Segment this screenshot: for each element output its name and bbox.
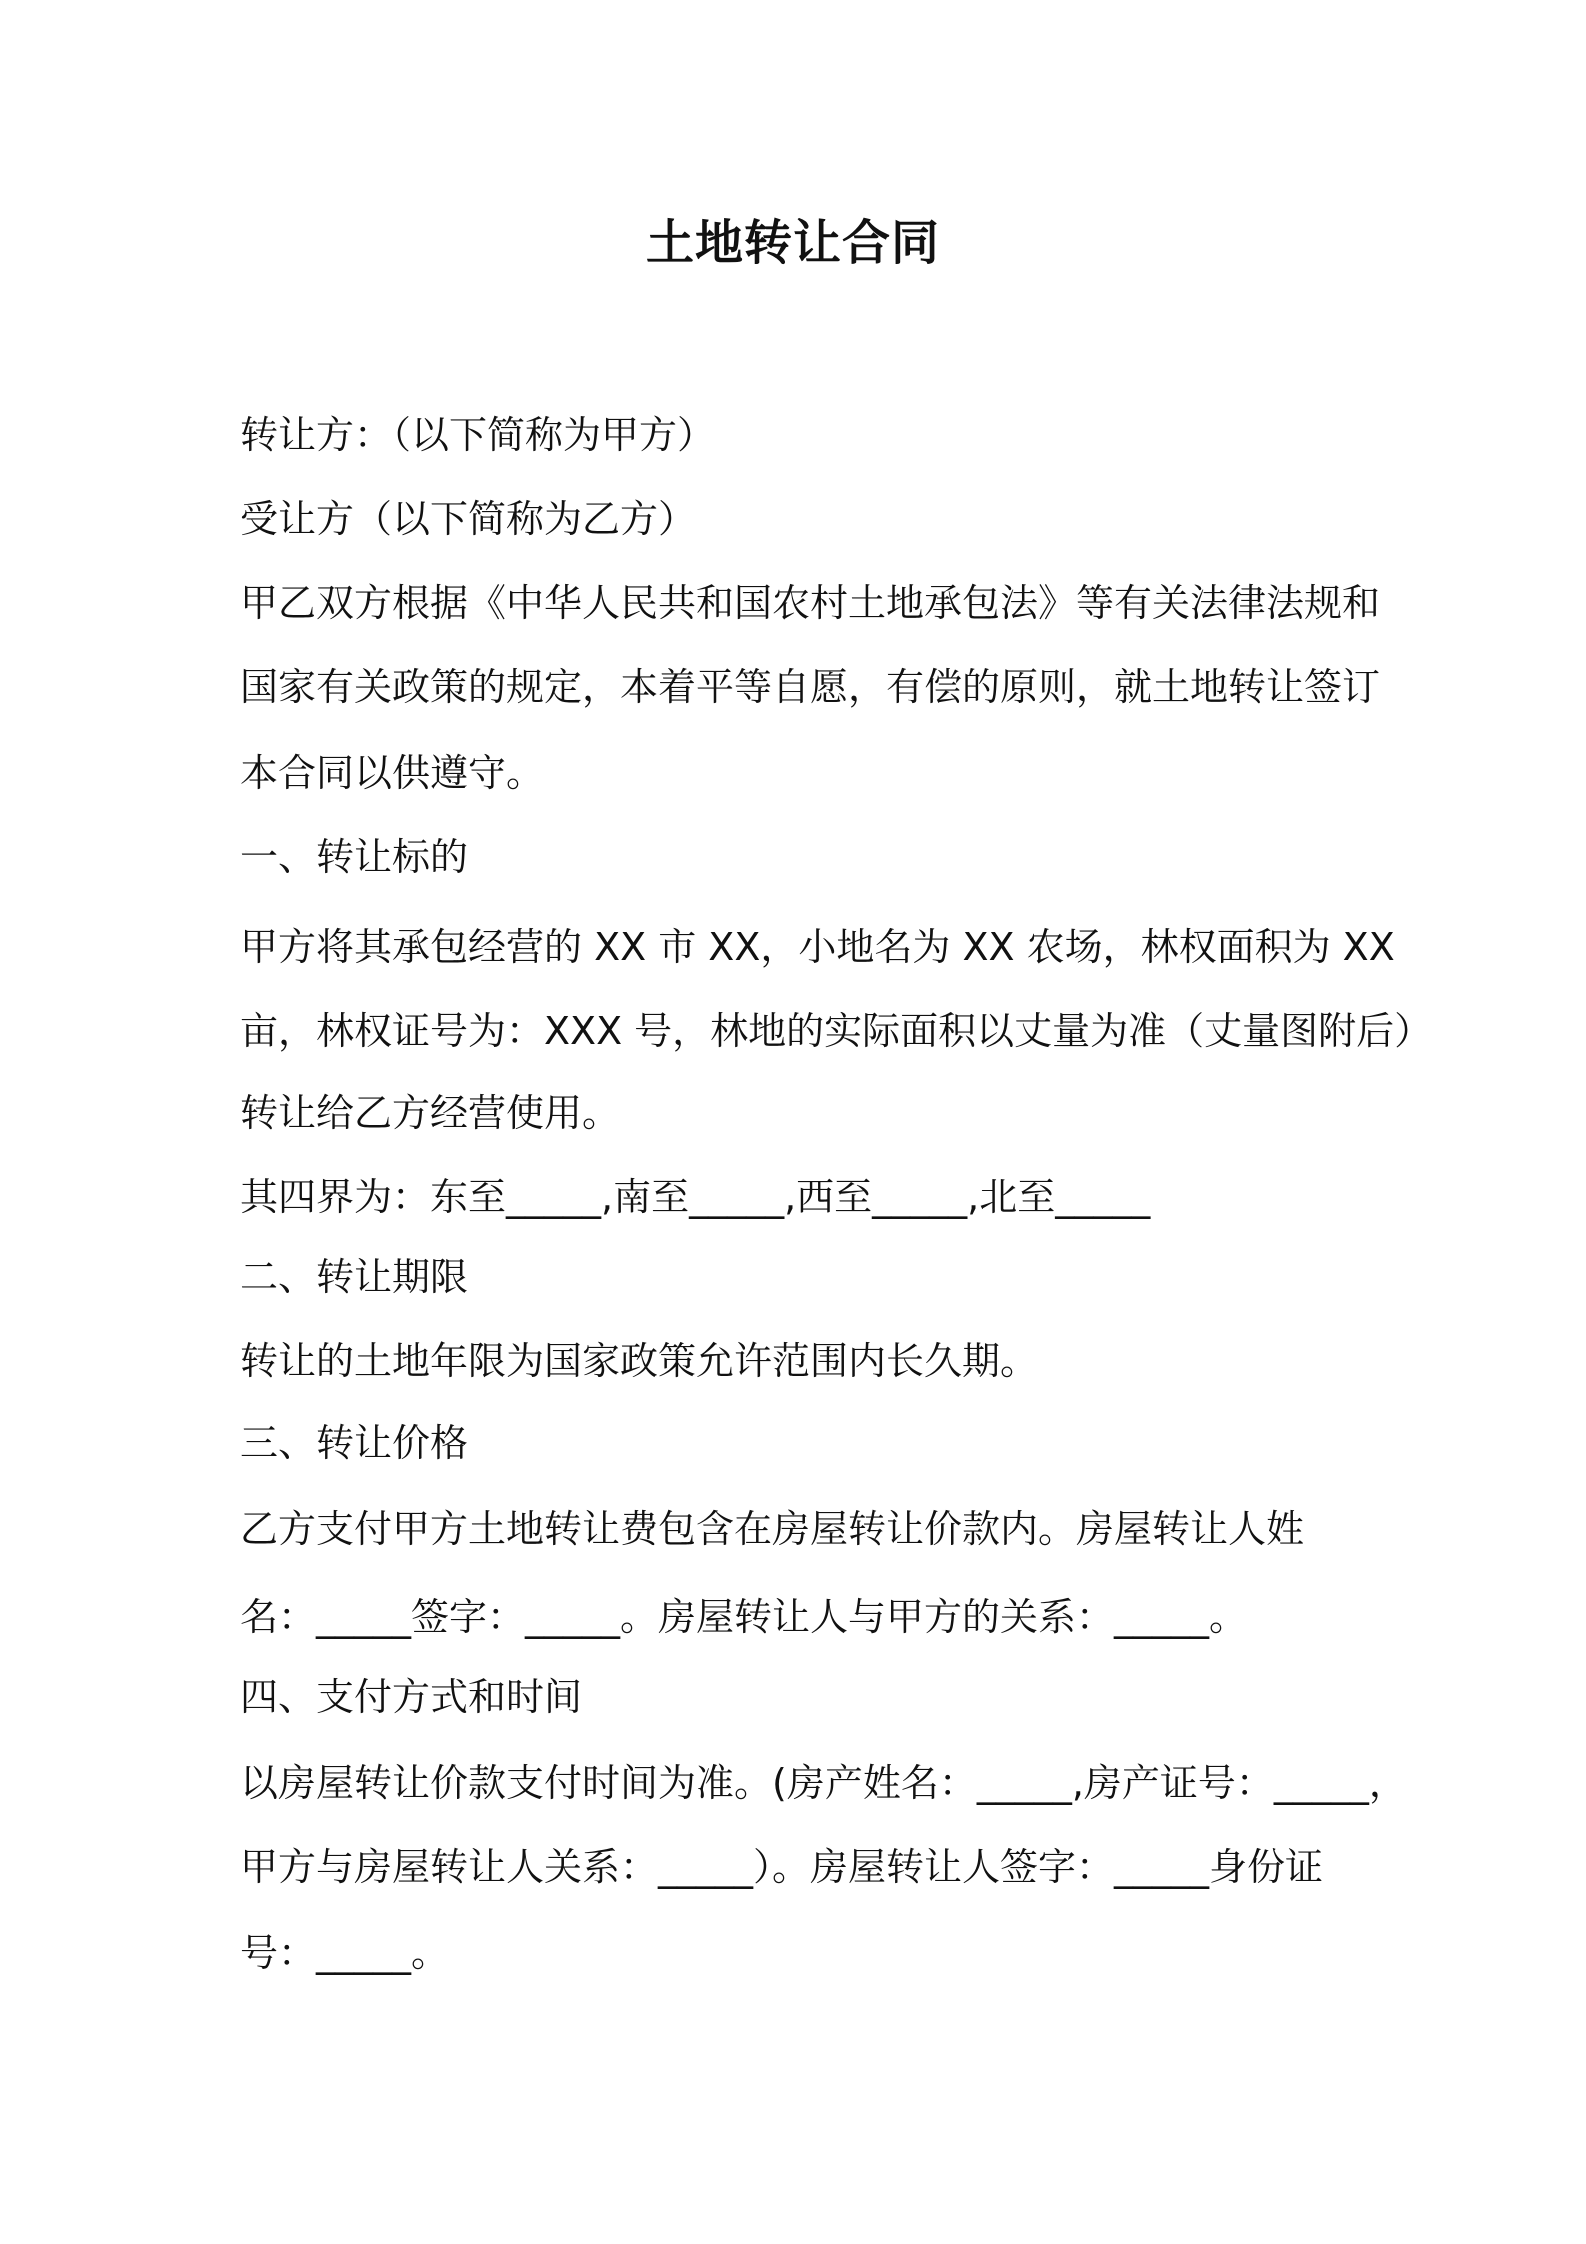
transferor-line: 转让方：（以下简称为甲方） bbox=[240, 413, 716, 457]
section-4-line-2: 甲方与房屋转让人关系：_____）。房屋转让人签字：_____身份证 bbox=[240, 1845, 1324, 1889]
section-2-line-1: 转让的土地年限为国家政策允许范围内长久期。 bbox=[240, 1339, 1039, 1383]
section-1-line-1: 甲方将其承包经营的 XX 市 XX，小地名为 XX 农场，林权面积为 XX bbox=[240, 925, 1395, 969]
section-3-line-2: 名：_____签字：_____。房屋转让人与甲方的关系：_____。 bbox=[240, 1595, 1248, 1639]
section-heading-1: 一、转让标的 bbox=[240, 835, 469, 879]
section-heading-3: 三、转让价格 bbox=[240, 1421, 469, 1465]
section-heading-2: 二、转让期限 bbox=[240, 1255, 469, 1299]
section-1-line-3: 转让给乙方经营使用。 bbox=[240, 1091, 621, 1135]
preamble-line-1: 甲乙双方根据《中华人民共和国农村土地承包法》等有关法律法规和 bbox=[240, 581, 1381, 625]
section-4-line-3: 号：_____。 bbox=[240, 1931, 450, 1975]
transferee-line: 受让方（以下简称为乙方） bbox=[240, 497, 697, 541]
section-heading-4: 四、支付方式和时间 bbox=[240, 1675, 583, 1719]
section-3-line-1: 乙方支付甲方土地转让费包含在房屋转让价款内。房屋转让人姓 bbox=[240, 1507, 1305, 1551]
section-1-line-2: 亩，林权证号为：XXX 号，林地的实际面积以丈量为准（丈量图附后） bbox=[240, 1009, 1433, 1053]
preamble-line-2: 国家有关政策的规定，本着平等自愿，有偿的原则，就土地转让签订 bbox=[240, 665, 1381, 709]
preamble-line-3: 本合同以供遵守。 bbox=[240, 751, 545, 795]
section-4-line-1: 以房屋转让价款支付时间为准。(房产姓名：_____,房产证号：_____， bbox=[240, 1761, 1407, 1805]
document-title: 土地转让合同 bbox=[645, 215, 940, 271]
boundaries-line: 其四界为：东至_____,南至_____,西至_____,北至_____ bbox=[240, 1175, 1151, 1219]
